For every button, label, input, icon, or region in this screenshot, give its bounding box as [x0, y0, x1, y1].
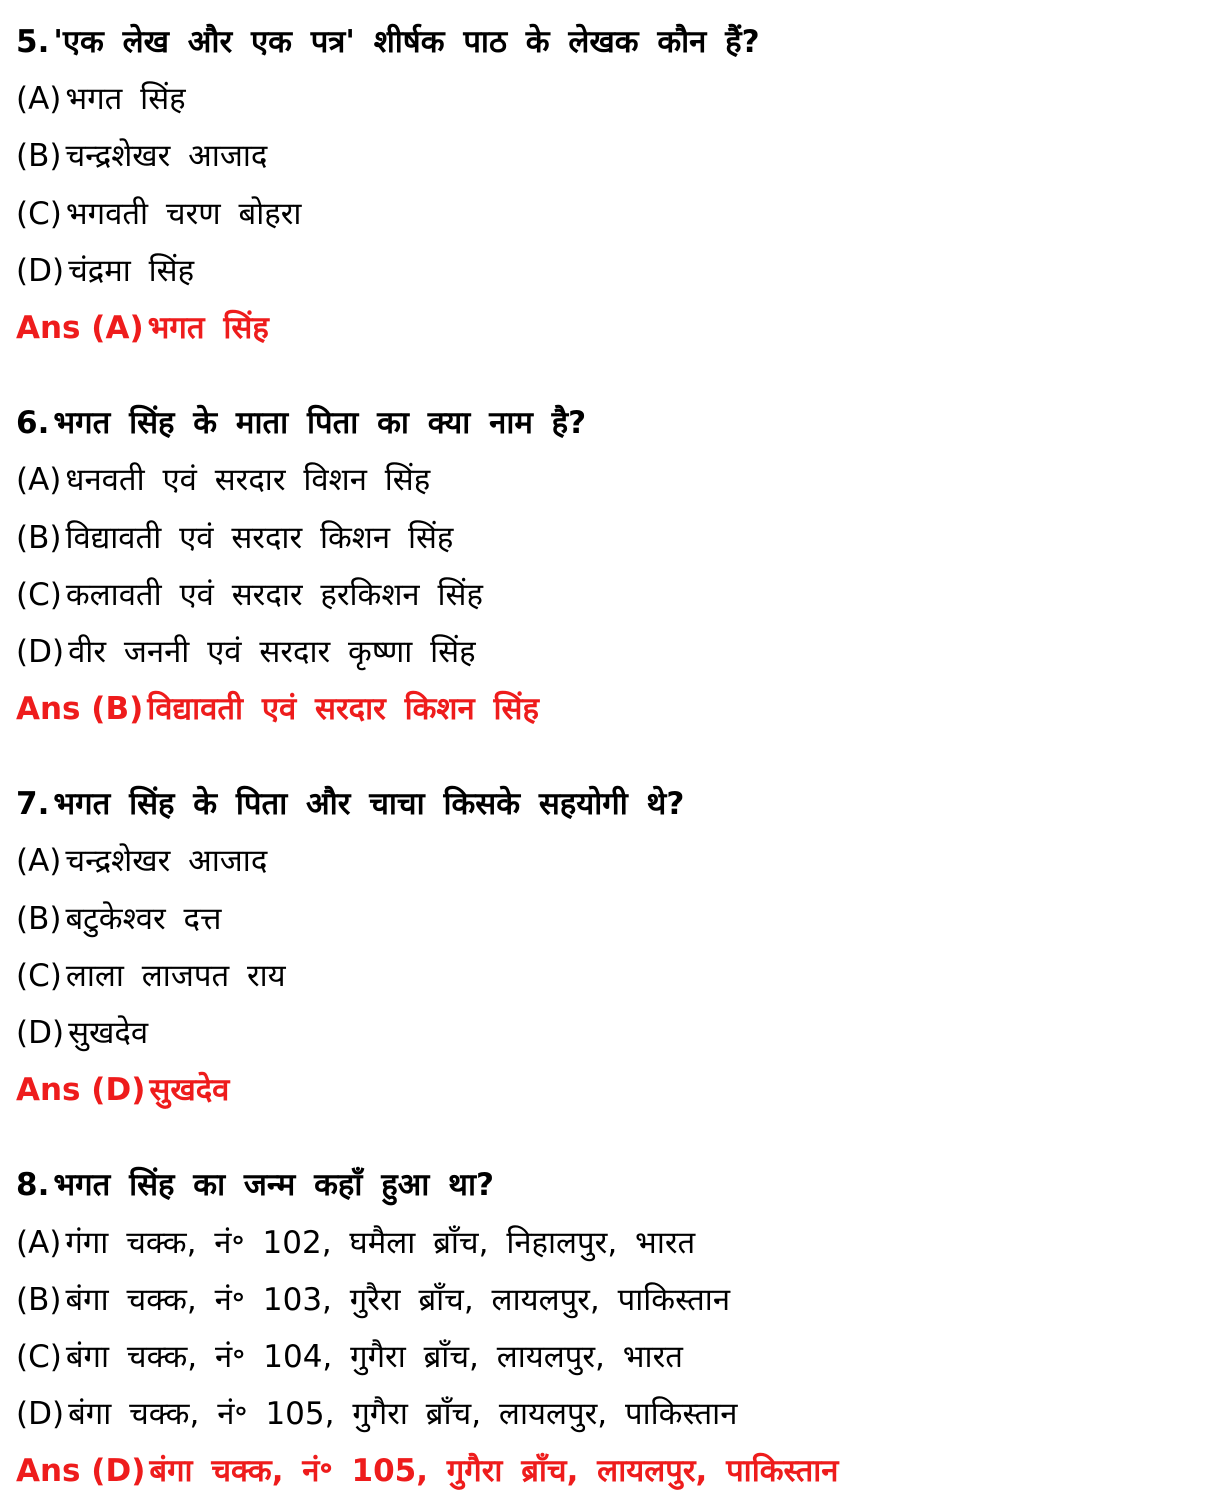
option-d: [16, 624, 1216, 681]
answer-text: बंगा चक्क, नं॰ 105, गुगैरा ब्राँच, लायलपुर, पाकिस्तान: [149, 1453, 839, 1490]
option-text: विद्यावती एवं सरदार किशन सिंह: [65, 519, 454, 556]
question-number: 8.: [16, 1167, 50, 1204]
option-c: [16, 186, 1216, 243]
answer-line: [16, 681, 1216, 738]
option-text: वीर जननी एवं सरदार कृष्णा सिंह: [68, 633, 476, 670]
question-text: भगत सिंह का जन्म कहाँ हुआ था?: [53, 1167, 494, 1204]
option-b: [16, 128, 1216, 185]
option-text: चन्द्रशेखर आजाद: [65, 843, 268, 880]
quiz-page: [16, 14, 1216, 1501]
question-number: 6.: [16, 405, 50, 442]
answer-text: सुखदेव: [149, 1072, 230, 1109]
option-text: बंगा चक्क, नं॰ 104, गुगैरा ब्राँच, लायलपुर, भारत: [65, 1338, 683, 1375]
option-d: [16, 1005, 1216, 1062]
option-a: [16, 833, 1216, 890]
option-d: [16, 1386, 1216, 1443]
option-text: धनवती एवं सरदार विशन सिंह: [65, 462, 431, 499]
option-label: (B): [16, 1281, 62, 1318]
option-text: चंद्रमा सिंह: [68, 252, 195, 289]
option-label: (C): [16, 957, 62, 994]
question-title: [16, 14, 1216, 71]
option-label: (D): [16, 633, 65, 670]
option-text: भगवती चरण बोहरा: [65, 195, 302, 232]
option-label: (A): [16, 81, 62, 118]
answer-line: [16, 300, 1216, 357]
option-b: [16, 891, 1216, 948]
option-b: [16, 1272, 1216, 1329]
option-text: बंगा चक्क, नं॰ 103, गुरैरा ब्राँच, लायलपुर, पाकिस्तान: [65, 1281, 731, 1318]
option-label: (C): [16, 195, 62, 232]
option-text: लाला लाजपत राय: [65, 957, 286, 994]
question-block-5: [16, 14, 1216, 357]
question-number: 5.: [16, 24, 50, 60]
option-a: [16, 71, 1216, 128]
option-text: सुखदेव: [68, 1015, 149, 1051]
option-label: (C): [16, 1338, 62, 1375]
option-text: चन्द्रशेखर आजाद: [65, 138, 268, 175]
question-text: 'एक लेख और एक पत्र' शीर्षक पाठ के लेखक कौन हैं?: [53, 24, 760, 60]
answer-prefix: Ans (B): [16, 691, 144, 728]
option-b: [16, 510, 1216, 567]
answer-prefix: Ans (D): [16, 1453, 146, 1490]
option-label: (D): [16, 1396, 65, 1433]
question-block-7: [16, 776, 1216, 1119]
option-label: (D): [16, 1015, 65, 1051]
option-label: (C): [16, 576, 62, 613]
option-label: (A): [16, 843, 62, 880]
question-block-6: [16, 395, 1216, 738]
option-text: कलावती एवं सरदार हरकिशन सिंह: [65, 576, 483, 613]
option-text: बटुकेश्वर दत्त: [65, 900, 222, 937]
answer-line: [16, 1062, 1216, 1119]
question-title: [16, 776, 1216, 833]
option-c: [16, 567, 1216, 624]
option-label: (B): [16, 138, 62, 175]
question-text: भगत सिंह के पिता और चाचा किसके सहयोगी थे?: [53, 786, 685, 823]
question-block-8: [16, 1157, 1216, 1500]
question-title: [16, 1157, 1216, 1214]
option-c: [16, 948, 1216, 1005]
option-d: [16, 243, 1216, 300]
option-label: (A): [16, 462, 62, 499]
answer-text: भगत सिंह: [147, 309, 269, 346]
option-c: [16, 1329, 1216, 1386]
option-label: (A): [16, 1224, 62, 1261]
answer-prefix: Ans (A): [16, 309, 144, 346]
option-label: (D): [16, 252, 65, 289]
question-title: [16, 395, 1216, 452]
answer-text: विद्यावती एवं सरदार किशन सिंह: [147, 691, 539, 728]
option-text: भगत सिंह: [65, 81, 186, 118]
option-label: (B): [16, 519, 62, 556]
question-number: 7.: [16, 786, 50, 823]
option-a: [16, 452, 1216, 509]
answer-prefix: Ans (D): [16, 1072, 146, 1109]
option-text: बंगा चक्क, नं॰ 105, गुगैरा ब्राँच, लायलपुर, पाकिस्तान: [68, 1396, 738, 1433]
answer-line: [16, 1443, 1216, 1500]
option-a: [16, 1215, 1216, 1272]
option-label: (B): [16, 900, 62, 937]
option-text: गंगा चक्क, नं॰ 102, घमैला ब्राँच, निहालपुर, भारत: [65, 1224, 696, 1261]
question-text: भगत सिंह के माता पिता का क्या नाम है?: [53, 405, 587, 442]
